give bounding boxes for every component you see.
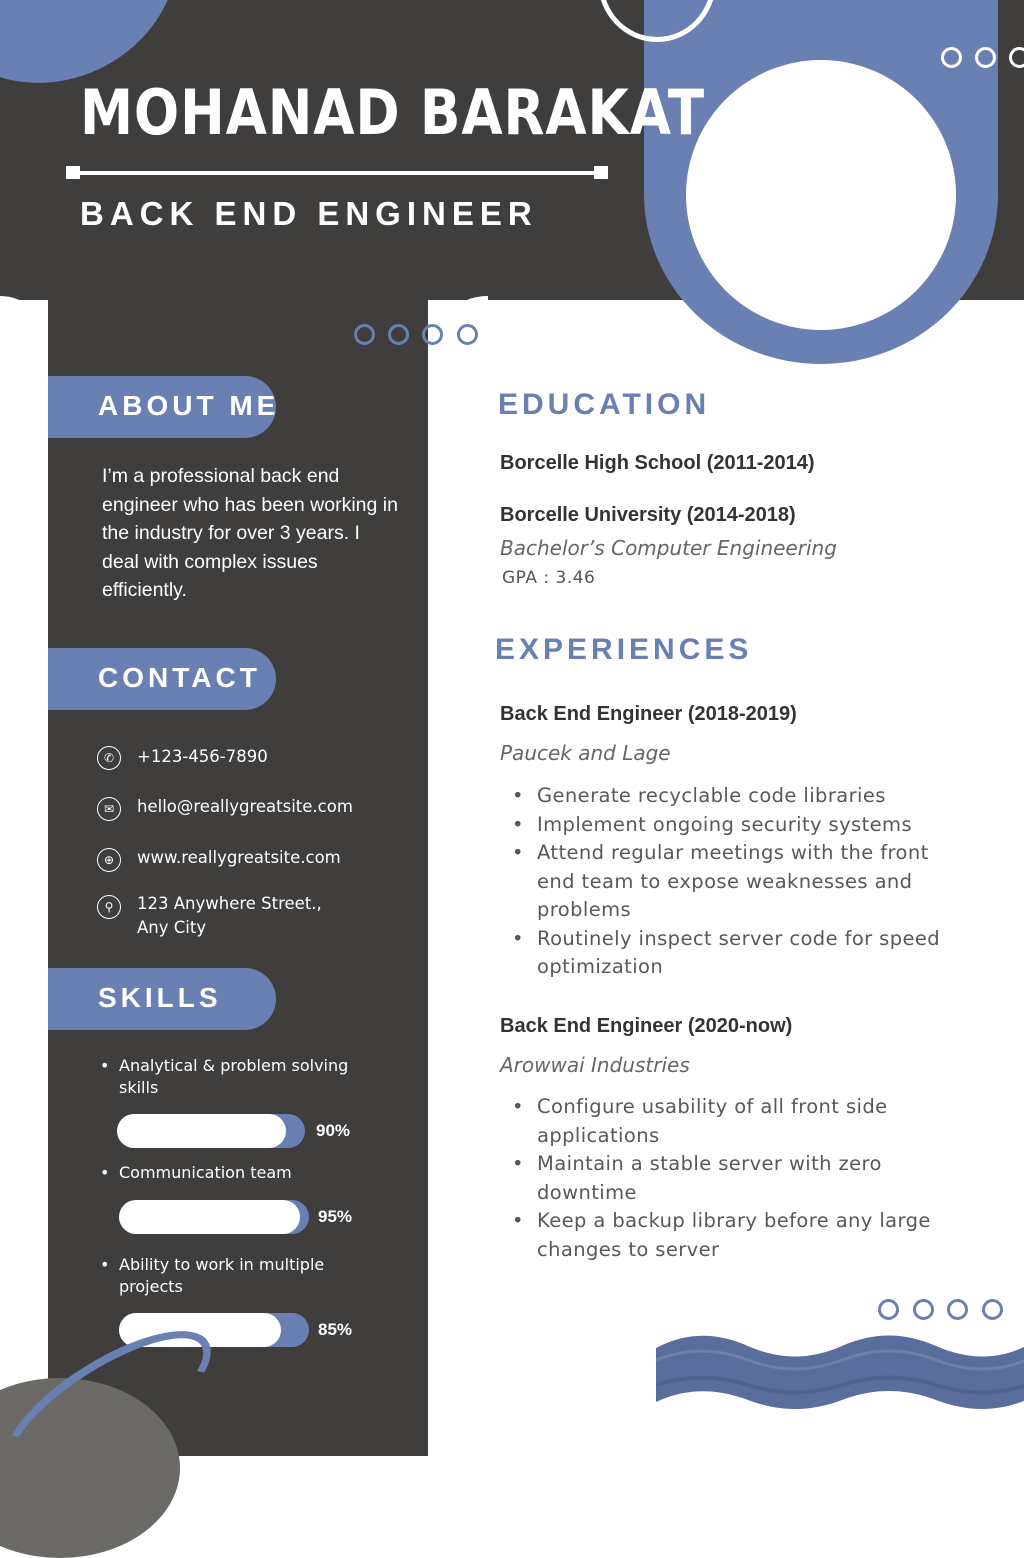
- title-divider-cap: [594, 166, 608, 179]
- contact-email[interactable]: hello@reallygreatsite.com: [137, 797, 353, 816]
- job-title-2: Back End Engineer (2020-now): [500, 1015, 793, 1037]
- contact-phone[interactable]: +123-456-7890: [137, 747, 268, 766]
- decorative-dot: [913, 1299, 934, 1320]
- decorative-dot: [878, 1299, 899, 1320]
- education-heading: EDUCATION: [498, 388, 711, 421]
- contact-address-line2: Any City: [137, 918, 207, 937]
- decorative-wave: [656, 1330, 1024, 1420]
- decorative-dot: [1009, 47, 1024, 68]
- job-title-1: Back End Engineer (2018-2019): [500, 703, 797, 725]
- job-duties-1: [512, 782, 962, 982]
- job-company-2: Arowwai Industries: [500, 1053, 690, 1077]
- globe-icon: ⊕: [97, 848, 121, 872]
- education-school: Borcelle High School (2011-2014): [500, 452, 815, 474]
- phone-icon: ✆: [97, 746, 121, 770]
- contact-heading-pill: [48, 648, 276, 710]
- decorative-dot: [388, 324, 409, 345]
- skill-name: Analytical & problem solving skills: [119, 1056, 349, 1097]
- about-text: I’m a professional back end engineer who has been working in the industry for over 3 years. I deal with complex issues efficiently.: [102, 465, 398, 601]
- skill-name: Communication team: [119, 1163, 292, 1182]
- decorative-dot: [457, 324, 478, 345]
- bullet: •: [100, 1255, 110, 1274]
- decorative-dot: [354, 324, 375, 345]
- job-title: BACK END ENGINEER: [80, 195, 538, 232]
- contact-website[interactable]: www.reallygreatsite.com: [137, 848, 341, 867]
- job-company-1: Paucek and Lage: [500, 741, 671, 765]
- bullet: •: [100, 1163, 110, 1182]
- experiences-heading: EXPERIENCES: [495, 633, 753, 666]
- education-gpa: GPA : 3.46: [502, 568, 596, 588]
- skill-bar: [117, 1114, 305, 1148]
- profile-photo-placeholder: [686, 60, 956, 330]
- skill-name: Ability to work in multiple projects: [119, 1255, 325, 1296]
- list-item: • Keep a backup library before any large changes to server: [512, 1207, 962, 1264]
- decorative-dot: [982, 1299, 1003, 1320]
- about-heading-pill: [48, 376, 280, 438]
- list-item: • Configure usability of all front side applications: [512, 1093, 962, 1150]
- email-icon: ✉: [97, 797, 121, 821]
- decorative-dot: [947, 1299, 968, 1320]
- bullet: •: [100, 1056, 110, 1075]
- education-university: Borcelle University (2014-2018): [500, 504, 796, 526]
- skill-percent: 90%: [316, 1121, 351, 1140]
- list-item: • Routinely inspect server code for speed optimization: [512, 925, 962, 982]
- job-duties-2: [512, 1093, 962, 1264]
- skill-bar: [119, 1200, 309, 1234]
- about-heading: ABOUT ME: [98, 390, 280, 421]
- education-degree: Bachelor’s Computer Engineering: [500, 536, 837, 560]
- skills-heading-pill: [48, 968, 276, 1030]
- contact-heading: CONTACT: [98, 662, 261, 693]
- title-divider-cap: [66, 166, 80, 179]
- skill-bar-fill: [119, 1200, 300, 1234]
- skill-percent: 85%: [318, 1320, 353, 1339]
- list-item: • Maintain a stable server with zero downtime: [512, 1150, 962, 1207]
- location-pin-icon: ⚲: [97, 895, 121, 919]
- decorative-dot: [975, 47, 996, 68]
- list-item: • Implement ongoing security systems: [512, 811, 962, 840]
- skill-bar-fill: [117, 1114, 286, 1148]
- candidate-name: MOHANAD BARAKAT: [80, 76, 705, 149]
- title-divider: [72, 171, 602, 175]
- skill-percent: 95%: [318, 1207, 353, 1226]
- list-item: • Attend regular meetings with the front end team to expose weaknesses and problems: [512, 839, 962, 925]
- decorative-dot: [422, 324, 443, 345]
- sidebar-notch: [0, 296, 48, 356]
- skills-heading: SKILLS: [98, 982, 222, 1013]
- decorative-dot: [941, 47, 962, 68]
- contact-address-line1: 123 Anywhere Street.,: [137, 894, 322, 913]
- list-item: • Generate recyclable code libraries: [512, 782, 962, 811]
